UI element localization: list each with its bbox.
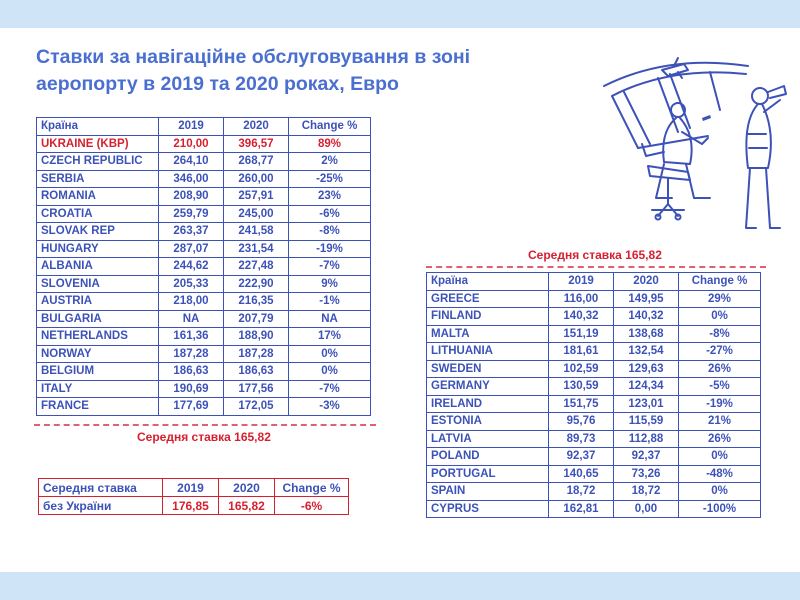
left-table-header-cell: 2020	[224, 118, 289, 136]
summary-header-2019: 2019	[163, 479, 219, 497]
rate-cell: 73,26	[614, 465, 679, 483]
rate-cell: 190,69	[159, 380, 224, 398]
right-table-header-cell: 2020	[614, 273, 679, 291]
right-table-body	[427, 273, 761, 518]
table-row	[37, 135, 371, 153]
change-cell: -19%	[289, 240, 371, 258]
rate-cell: 115,59	[614, 413, 679, 431]
rate-cell: 140,32	[614, 308, 679, 326]
table-row	[37, 328, 371, 346]
left-divider	[34, 424, 376, 426]
rate-cell: 218,00	[159, 293, 224, 311]
summary-table	[38, 478, 349, 515]
table-row	[37, 170, 371, 188]
left-rates-table	[36, 117, 371, 416]
left-table-header-cell: Change %	[289, 118, 371, 136]
country-cell: IRELAND	[427, 395, 549, 413]
table-row	[427, 500, 761, 518]
change-cell: 17%	[289, 328, 371, 346]
country-cell: SERBIA	[37, 170, 159, 188]
table-row	[37, 345, 371, 363]
country-cell: MALTA	[427, 325, 549, 343]
rate-cell: 123,01	[614, 395, 679, 413]
country-cell: ALBANIA	[37, 258, 159, 276]
rate-cell: 208,90	[159, 188, 224, 206]
left-table-header-cell: Країна	[37, 118, 159, 136]
left-table-body	[37, 118, 371, 416]
rate-cell: 18,72	[614, 483, 679, 501]
rate-cell: 207,79	[224, 310, 289, 328]
rate-cell: 245,00	[224, 205, 289, 223]
table-row	[427, 483, 761, 501]
summary-value-change: -6%	[275, 497, 349, 515]
change-cell: -27%	[679, 343, 761, 361]
country-cell: LATVIA	[427, 430, 549, 448]
rate-cell: 124,34	[614, 378, 679, 396]
rate-cell: 346,00	[159, 170, 224, 188]
rate-cell: 263,37	[159, 223, 224, 241]
summary-header-2020: 2020	[219, 479, 275, 497]
table-row	[427, 308, 761, 326]
summary-values-row	[39, 497, 349, 515]
change-cell: 23%	[289, 188, 371, 206]
rate-cell: 95,76	[549, 413, 614, 431]
table-row	[427, 360, 761, 378]
table-row	[37, 240, 371, 258]
country-cell: CROATIA	[37, 205, 159, 223]
country-cell: NORWAY	[37, 345, 159, 363]
change-cell: NA	[289, 310, 371, 328]
rate-cell: 181,61	[549, 343, 614, 361]
rate-cell: 116,00	[549, 290, 614, 308]
country-cell: ROMANIA	[37, 188, 159, 206]
rate-cell: 210,00	[159, 135, 224, 153]
rate-cell: 172,05	[224, 398, 289, 416]
table-row	[37, 363, 371, 381]
change-cell: 89%	[289, 135, 371, 153]
table-row	[427, 290, 761, 308]
rate-cell: 268,77	[224, 153, 289, 171]
table-row	[427, 413, 761, 431]
country-cell: GREECE	[427, 290, 549, 308]
rate-cell: 205,33	[159, 275, 224, 293]
country-cell: FRANCE	[37, 398, 159, 416]
change-cell: 9%	[289, 275, 371, 293]
change-cell: 0%	[289, 363, 371, 381]
country-cell: HUNGARY	[37, 240, 159, 258]
rate-cell: 216,35	[224, 293, 289, 311]
rate-cell: 138,68	[614, 325, 679, 343]
page-title: Ставки за навігаційне обслуговування в зоні аеропорту в 2019 та 2020 роках, Евро	[36, 46, 471, 95]
right-average-label: Середня ставка 165,82	[528, 248, 662, 262]
table-row	[427, 325, 761, 343]
rate-cell: 259,79	[159, 205, 224, 223]
table-row	[427, 465, 761, 483]
right-table-header-cell: Change %	[679, 273, 761, 291]
table-row	[37, 310, 371, 328]
table-row	[427, 378, 761, 396]
rate-cell: 129,63	[614, 360, 679, 378]
rate-cell: 162,81	[549, 500, 614, 518]
change-cell: -3%	[289, 398, 371, 416]
country-cell: SWEDEN	[427, 360, 549, 378]
table-row	[427, 430, 761, 448]
rate-cell: 0,00	[614, 500, 679, 518]
rate-cell: 257,91	[224, 188, 289, 206]
summary-label-line2: без України	[39, 497, 163, 515]
rate-cell: NA	[159, 310, 224, 328]
change-cell: -7%	[289, 380, 371, 398]
right-table-header-row	[427, 273, 761, 291]
country-cell: ITALY	[37, 380, 159, 398]
table-row	[37, 153, 371, 171]
rate-cell: 188,90	[224, 328, 289, 346]
change-cell: -48%	[679, 465, 761, 483]
rate-cell: 89,73	[549, 430, 614, 448]
left-table-header-cell: 2019	[159, 118, 224, 136]
change-cell: 0%	[679, 483, 761, 501]
rate-cell: 112,88	[614, 430, 679, 448]
change-cell: -5%	[679, 378, 761, 396]
rate-cell: 287,07	[159, 240, 224, 258]
change-cell: -100%	[679, 500, 761, 518]
table-row	[37, 293, 371, 311]
table-row	[37, 258, 371, 276]
rate-cell: 264,10	[159, 153, 224, 171]
table-row	[37, 398, 371, 416]
change-cell: 26%	[679, 430, 761, 448]
rate-cell: 241,58	[224, 223, 289, 241]
right-divider	[426, 266, 766, 268]
change-cell: 0%	[679, 448, 761, 466]
change-cell: 2%	[289, 153, 371, 171]
right-table-header-cell: Країна	[427, 273, 549, 291]
summary-label-line1: Середня ставка	[39, 479, 163, 497]
rate-cell: 227,48	[224, 258, 289, 276]
table-row	[427, 343, 761, 361]
change-cell: -8%	[289, 223, 371, 241]
rate-cell: 222,90	[224, 275, 289, 293]
rate-cell: 187,28	[224, 345, 289, 363]
right-table-header-cell: 2019	[549, 273, 614, 291]
change-cell: 29%	[679, 290, 761, 308]
change-cell: 21%	[679, 413, 761, 431]
rate-cell: 260,00	[224, 170, 289, 188]
rate-cell: 177,69	[159, 398, 224, 416]
table-row	[37, 205, 371, 223]
air-traffic-controllers-icon	[598, 52, 798, 238]
country-cell: SLOVAK REP	[37, 223, 159, 241]
rate-cell: 186,63	[159, 363, 224, 381]
country-cell: SPAIN	[427, 483, 549, 501]
country-cell: BULGARIA	[37, 310, 159, 328]
country-cell: PORTUGAL	[427, 465, 549, 483]
rate-cell: 231,54	[224, 240, 289, 258]
rate-cell: 244,62	[159, 258, 224, 276]
rate-cell: 132,54	[614, 343, 679, 361]
country-cell: GERMANY	[427, 378, 549, 396]
country-cell: AUSTRIA	[37, 293, 159, 311]
rate-cell: 151,19	[549, 325, 614, 343]
rate-cell: 102,59	[549, 360, 614, 378]
rate-cell: 187,28	[159, 345, 224, 363]
summary-header-change: Change %	[275, 479, 349, 497]
rate-cell: 140,65	[549, 465, 614, 483]
table-row	[427, 395, 761, 413]
change-cell: -19%	[679, 395, 761, 413]
table-row	[427, 448, 761, 466]
country-cell: UKRAINE (KBP)	[37, 135, 159, 153]
change-cell: -1%	[289, 293, 371, 311]
country-cell: ESTONIA	[427, 413, 549, 431]
country-cell: BELGIUM	[37, 363, 159, 381]
left-table-header-row	[37, 118, 371, 136]
table-row	[37, 275, 371, 293]
table-row	[37, 223, 371, 241]
country-cell: LITHUANIA	[427, 343, 549, 361]
change-cell: -8%	[679, 325, 761, 343]
summary-header-row	[39, 479, 349, 497]
rate-cell: 130,59	[549, 378, 614, 396]
country-cell: CYPRUS	[427, 500, 549, 518]
country-cell: POLAND	[427, 448, 549, 466]
rate-cell: 151,75	[549, 395, 614, 413]
summary-value-2020: 165,82	[219, 497, 275, 515]
right-rates-table	[426, 272, 761, 518]
change-cell: -7%	[289, 258, 371, 276]
rate-cell: 177,56	[224, 380, 289, 398]
change-cell: -6%	[289, 205, 371, 223]
rate-cell: 396,57	[224, 135, 289, 153]
rate-cell: 92,37	[549, 448, 614, 466]
change-cell: 0%	[289, 345, 371, 363]
rate-cell: 186,63	[224, 363, 289, 381]
rate-cell: 18,72	[549, 483, 614, 501]
change-cell: -25%	[289, 170, 371, 188]
rate-cell: 149,95	[614, 290, 679, 308]
rate-cell: 140,32	[549, 308, 614, 326]
country-cell: CZECH REPUBLIC	[37, 153, 159, 171]
change-cell: 26%	[679, 360, 761, 378]
summary-value-2019: 176,85	[163, 497, 219, 515]
table-row	[37, 188, 371, 206]
change-cell: 0%	[679, 308, 761, 326]
country-cell: SLOVENIA	[37, 275, 159, 293]
rate-cell: 161,36	[159, 328, 224, 346]
rate-cell: 92,37	[614, 448, 679, 466]
left-average-label: Середня ставка 165,82	[137, 430, 271, 444]
country-cell: NETHERLANDS	[37, 328, 159, 346]
country-cell: FINLAND	[427, 308, 549, 326]
table-row	[37, 380, 371, 398]
